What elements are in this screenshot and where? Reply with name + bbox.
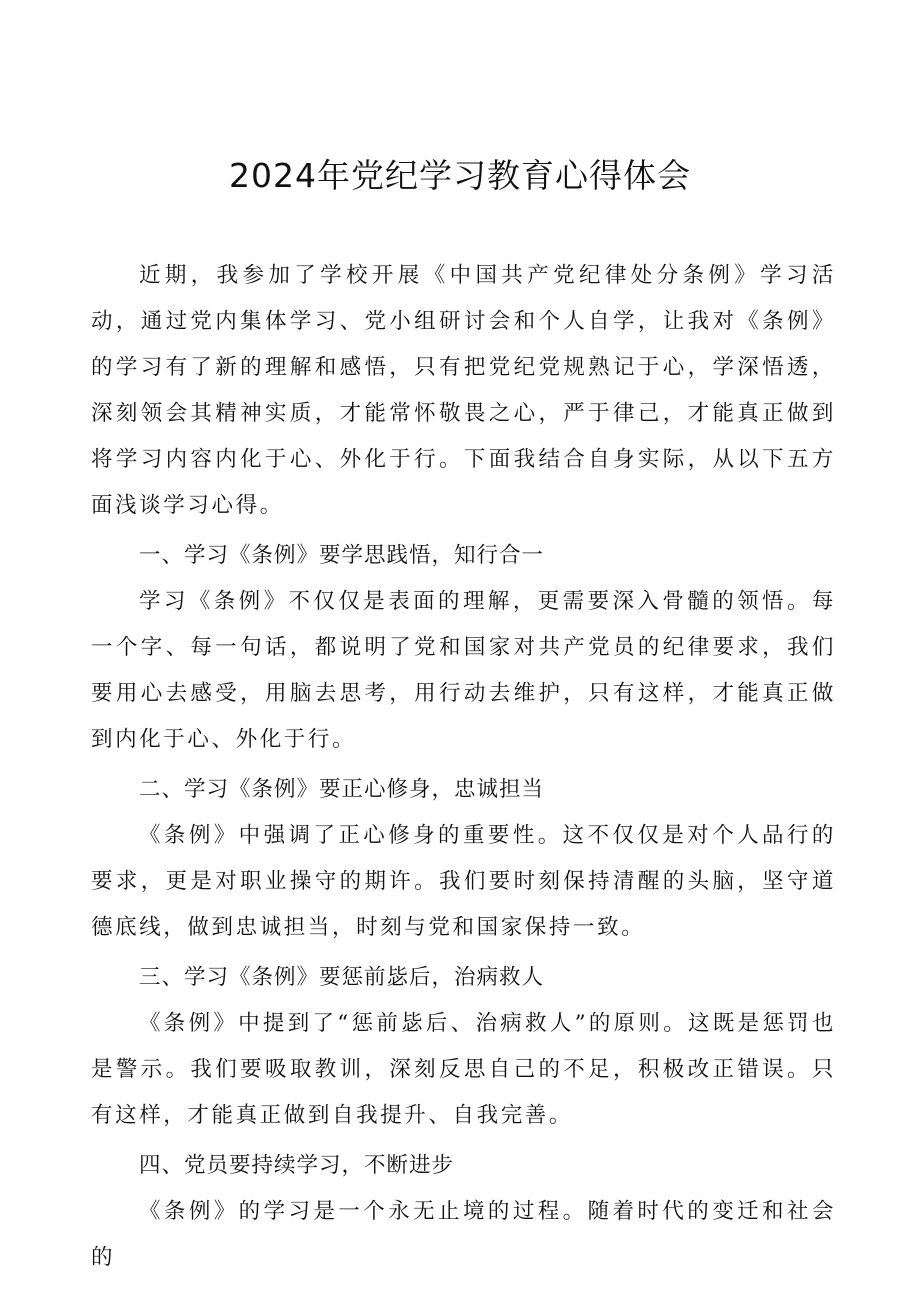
section-paragraph-1: 学习《条例》不仅仅是表面的理解，更需要深入骨髓的领悟。每一个字、每一句话，都说明了党和国家对共产党员的纪律要求，我们要用心去感受，用脑去思考，用行动去维护，只有这样，才能真正做到内化于心、外化于行。 (91, 589, 836, 752)
section-heading-4: 四、党员要持续学习，不断进步 (139, 1153, 455, 1178)
section-heading-1: 一、学习《条例》要学思践悟，知行合一 (139, 543, 545, 568)
section-paragraph-4: 《条例》的学习是一个永无止境的过程。随着时代的变迁和社会的 (91, 1199, 836, 1270)
section-paragraph-3: 《条例》中提到了“惩前毖后、治病救人”的原则。这既是惩罚也是警示。我们要吸取教训，深刻反思自己的不足，积极改正错误。只有这样，才能真正做到自我提升、自我完善。 (91, 1011, 836, 1128)
intro-paragraph: 近期，我参加了学校开展《中国共产党纪律处分条例》学习活动，通过党内集体学习、党小组研讨会和个人自学，让我对《条例》的学习有了新的理解和感悟，只有把党纪党规熟记于心，学深悟透，深刻领会其精神实质，才能常怀敬畏之心，严于律己，才能真正做到将学习内容内化于心、外化于行。下面我结合自身实际，从以下五方面浅谈学习心得。 (91, 263, 836, 518)
document-title: 2024年党纪学习教育心得体会 (229, 156, 691, 195)
document-body (91, 253, 836, 1281)
section-heading-3: 三、学习《条例》要惩前毖后，治病救人 (139, 965, 545, 990)
section-paragraph-2: 《条例》中强调了正心修身的重要性。这不仅仅是对个人品行的要求，更是对职业操守的期许。我们要时刻保持清醒的头脑，坚守道德底线，做到忠诚担当，时刻与党和国家保持一致。 (91, 823, 836, 940)
section-heading-2: 二、学习《条例》要正心修身，忠诚担当 (139, 777, 545, 802)
